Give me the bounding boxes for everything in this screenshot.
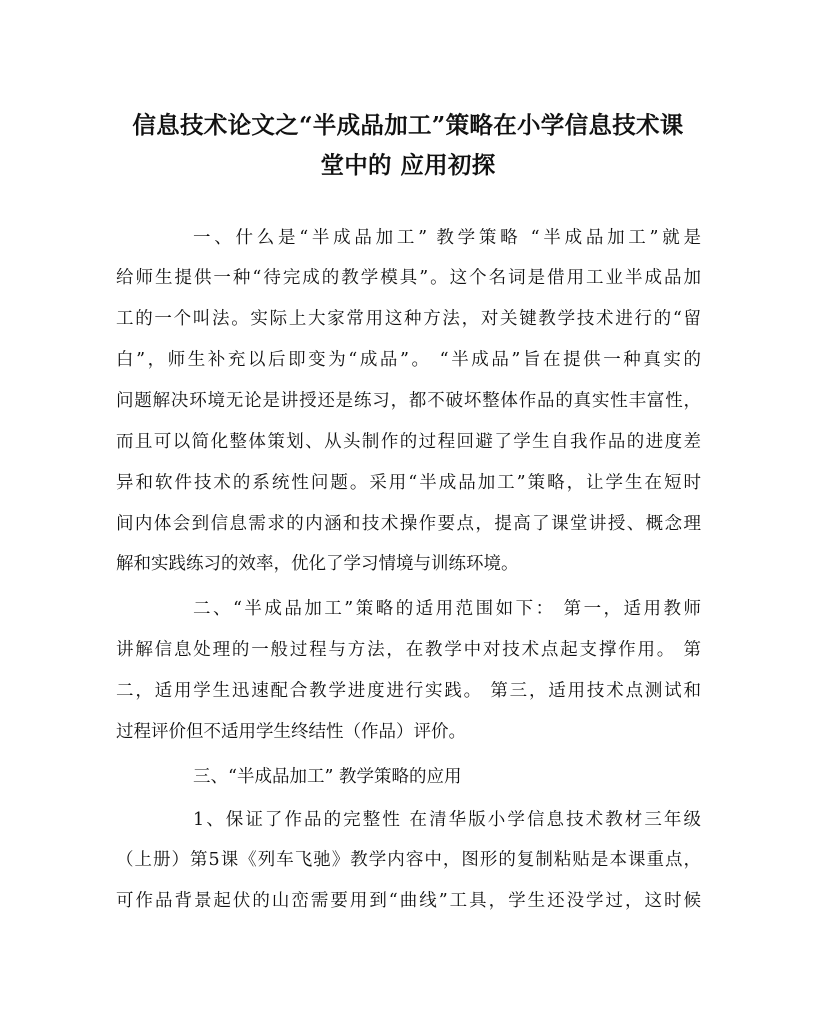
paragraph-2-line-3: 二，适用学生迅速配合教学进度进行实践。 第三，适用技术点测试和 <box>116 681 701 701</box>
paragraph-1-line-6: 而且可以简化整体策划、从头制作的过程回避了学生自我作品的进度差 <box>116 432 701 452</box>
title-line-1: 信息技术论文之“半成品加工”策略在小学信息技术课 <box>132 111 684 139</box>
paragraph-1-line-8: 间内体会到信息需求的内涵和技术操作要点，提高了课堂讲授、概念理 <box>116 514 701 534</box>
title-line-2: 堂中的 应用初探 <box>320 151 496 179</box>
section-3-heading: 三、“半成品加工” 教学策略的应用 <box>193 767 462 787</box>
paragraph-1-line-7: 异和软件技术的系统性问题。采用“半成品加工”策略，让学生在短时 <box>116 473 701 493</box>
paragraph-3-line-3: 可作品背景起伏的山峦需要用到“曲线”工具，学生还没学过，这时候 <box>116 891 701 911</box>
paragraph-3-line-1: 1、保证了作品的完整性 在清华版小学信息技术教材三年级 <box>193 810 701 830</box>
paragraph-1-line-4: 白”，师生补充以后即变为“成品”。 “半成品”旨在提供一种真实的 <box>116 350 701 370</box>
document-title <box>110 105 706 185</box>
paragraph-1-line-5: 问题解决环境无论是讲授还是练习，都不破坏整体作品的真实性丰富性， <box>116 391 701 411</box>
paragraph-1-line-9: 解和实践练习的效率，优化了学习情境与训练环境。 <box>116 554 519 574</box>
paragraph-2-line-4: 过程评价但不适用学生终结性（作品）评价。 <box>116 722 466 742</box>
paragraph-2-line-2: 讲解信息处理的一般过程与方法，在教学中对技术点起支撑作用。 第 <box>116 640 701 660</box>
paragraph-1-line-3: 工的一个叫法。实际上大家常用这种方法，对关键教学技术进行的“留 <box>116 309 701 329</box>
paragraph-3-line-2: （上册）第5课《列车飞驰》教学内容中，图形的复制粘贴是本课重点， <box>116 850 701 870</box>
paragraph-1-line-1: 一、什么是“半成品加工” 教学策略 “半成品加工”就是 <box>193 228 701 248</box>
paragraph-2-line-1: 二、“半成品加工”策略的适用范围如下： 第一，适用教师 <box>193 599 701 619</box>
paragraph-1-line-2: 给师生提供一种“待完成的教学模具”。这个名词是借用工业半成品加 <box>116 268 701 288</box>
